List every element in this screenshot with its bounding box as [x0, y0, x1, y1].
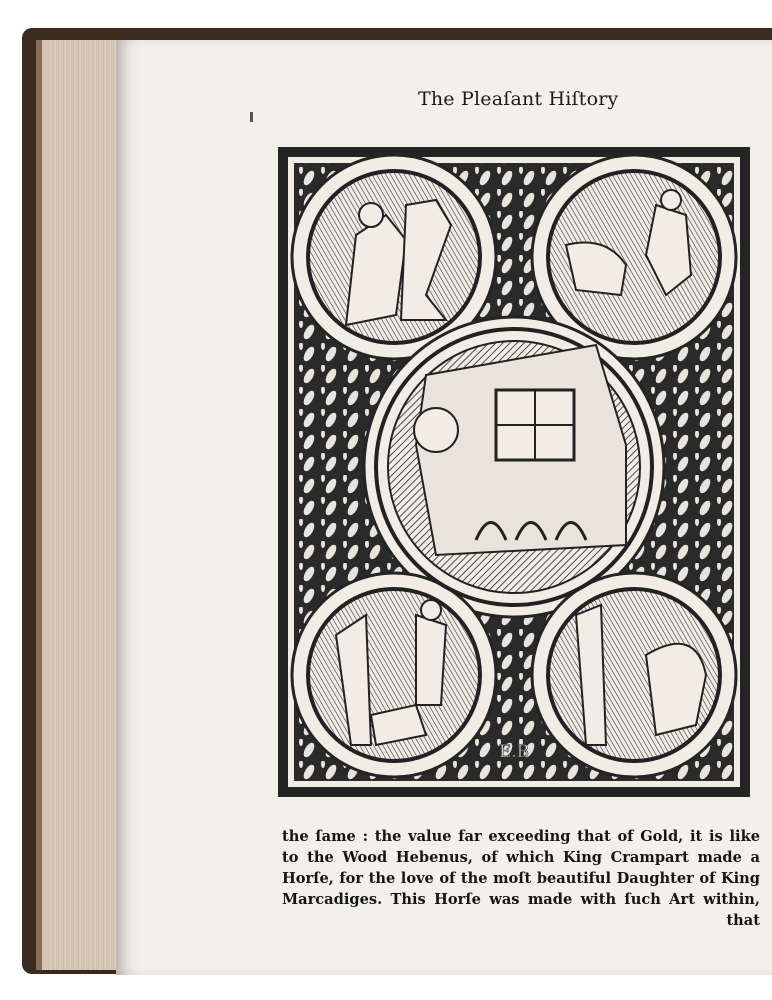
medallion-center [376, 329, 652, 605]
woodcut-illustration [276, 145, 752, 799]
medallion-top-left [308, 171, 480, 343]
text-line: Marcadiges. This Horſe was made with ſuch Art within, [282, 891, 760, 908]
page-mark [250, 112, 253, 122]
running-head: The Pleaſant Hiſtory [418, 88, 619, 110]
text-line: Horſe, for the love of the moſt beautiful Daughter of King [282, 870, 760, 887]
medallion-bottom-left [308, 589, 480, 761]
medallion-bottom-right [548, 589, 720, 761]
text-line: to the Wood Hebenus, of which King Crampart made a [282, 849, 760, 866]
woodcut-initials: E.B [498, 742, 530, 762]
text-line: the ſame : the value far exceeding that of Gold, it is like [282, 828, 760, 845]
catchword: that [726, 912, 760, 929]
page-edges [36, 40, 128, 970]
body-text [282, 826, 760, 931]
medallion-top-right [548, 171, 720, 343]
